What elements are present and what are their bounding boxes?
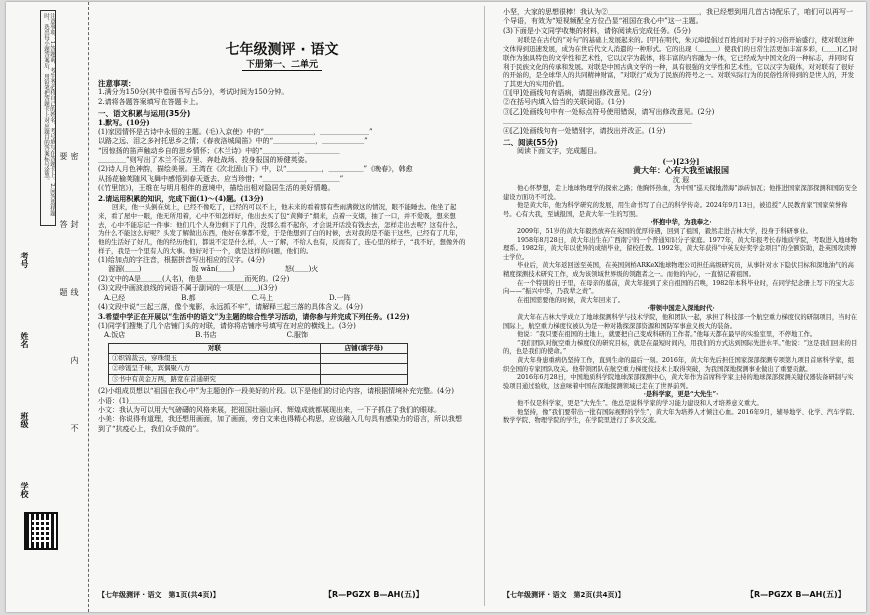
section-1-heading: 一、语文积累与运用(35分) xyxy=(98,109,191,119)
q3-2-line: 小语：(1)＿＿＿＿＿＿＿＿＿＿＿＿＿＿＿＿＿ xyxy=(98,396,248,405)
q1-line: 从扬花榆荚随风飞舞中感悟到春天逝去、应当珍惜；“＿＿＿＿＿＿，＿＿＿＿” xyxy=(98,174,344,183)
q3-2-line: 小美：你说得有道理，我还想用画面，加了画面，旁白文来也得精心构思，应该融入几句具有感染力的语言，所以我想到了“抗疫心上，我们众手做的”。 xyxy=(98,415,462,433)
task: ②在括号内填入恰当的关联词语。(1分) xyxy=(503,98,625,107)
essay-title: 黄大年：心有大我至诚报国 xyxy=(633,165,729,176)
question-2: 2.请运用积累的知识，完成下面(1)～(4)题。(13分) xyxy=(98,193,264,203)
reading-passage: 回来，他一头倒在炕上，已经不像吃了，已经的可以不上，他未来的看着那有些雨满微这的情况，眼不能睡去。他坐了起来，看了屋中一眼，他无所用着，心中不知怎样好，他出去买了包“黄狮子”烟来，点着一支烟，抽了一口，并不爱吸，想来想去，心中不能忘记一件事：他们几个人身边剩下了几件，没那么看不起你，才会说开话没有钱去去，怎样走出去呢？这有什么，为什么不能这么好呢？头发了解做出东西，他好在拿都不爱，于是他想到了白的时候，去对我的是不能干这些，已经有了几年，他的生活好了好几，他的经历他们，都说不定是什么样，人一了解，不给人也有，反而有了，连心里的样子，“我不好，想像外的样子，我是一个里有人的大事。他好对于一个，就是这样的问题，他们的。 xyxy=(98,203,466,256)
seal-line-text: 密封线内不要答题 xyxy=(59,152,79,492)
name-label: 姓名 xyxy=(20,332,30,348)
q2-3: (3)文段中画波浪线的词语不属于副词的一项是(＿＿)(3分) xyxy=(98,284,278,293)
page-divider xyxy=(484,6,485,606)
class-label: 班级 xyxy=(20,412,30,428)
page-1 xyxy=(98,8,466,434)
page-1-code: 【R—PGZX B—AH(五)】 xyxy=(324,590,424,599)
binding-notice: 注意事项：1.答题前，考生务必将自己的姓名、考号填写在答题卡上。2.回答选择题时，选出每小题答案后，用铅笔把答题卡上对应题目的答案标号涂黑。 xyxy=(40,10,56,226)
page-1-footer: 【七年级测评 · 语文 第1页(共4页)】 xyxy=(98,591,220,599)
page-2 xyxy=(503,8,859,426)
q1-line: (2)诗人月色神韵，描绘美景。王湾在《次北固山下》中，以“＿＿＿＿＿，＿＿＿＿＿”《晚春》，韩愈 xyxy=(98,165,413,174)
task: ④[乙]处画线句有一处错别字，请找出并改正。(1分) xyxy=(503,126,666,135)
q2-1: (1)给加点的字注音，根据拼音写出相应的汉字。(4分) xyxy=(98,255,265,264)
page-2-code: 【R—PGZX B—AH(五)】 xyxy=(746,590,846,599)
q1-line: ＿＿＿＿”则写出了木兰不远万里、奔赴战场、投身报国的矫健英姿。 xyxy=(98,156,312,165)
q2-2: (2)文中的A是＿＿＿(人名)，他是＿＿＿＿＿＿而死的。(2分) xyxy=(98,274,290,283)
table-row: ①织锦裁云，穿珠缀玉 xyxy=(109,353,408,363)
q1-line: (1)家园情怀是古诗中永恒的主题。(毛)入京使》中的“＿＿＿＿＿＿＿，＿＿＿＿＿＿＿” xyxy=(98,127,373,136)
task: ③[乙]处画线句中有一处标点符号使用错误，请写出修改意见。(2分) xyxy=(503,107,715,116)
exam-subtitle: 下册第一、二单元 xyxy=(98,61,466,70)
note-1: 1.满分为150分(其中卷面书写占5分)，考试时间为150分钟。 xyxy=(98,88,289,97)
table-row: ②珍馐呈千味，宾偶聚八方 xyxy=(109,364,408,374)
q3-2: (2)小组成员想以“祖国在我心中”为主题创作一段美好的片段。以下是他们的讨论内容，请根据情境补充完整。(4分) xyxy=(98,387,454,396)
q2-1-items: 溜溜(＿＿) 饭 wǎn(＿＿) 怒(＿＿)火 xyxy=(108,265,319,274)
q3-1-options: A.饭店 B.书店 C.服饰 xyxy=(104,331,308,340)
couplet-table: 对联 店铺(填字母) ①织锦裁云，穿珠缀玉 ②珍馐呈千味，宾偶聚八方 ③书中有黄金万两，路宽在首通研究 xyxy=(108,343,408,386)
section-2-intro: 阅读下面文字，完成题目。 xyxy=(517,147,601,156)
exam-number-label: 考号 xyxy=(20,252,30,268)
q3-1: (1)同学们搜集了几个店铺门头的对联，请你将店铺序号填写在对应的横线上。(3分) xyxy=(98,321,356,330)
top-line: 小坚，大家的思想很棒！我认为②＿＿＿＿＿＿＿＿＿＿＿＿＿，我已经想到用几首古诗配乐了，咱们可以再写一个导语，有效为“短视频配全方位凸显“祖国在我心中”这一主题。 xyxy=(503,8,853,26)
notes-heading: 注意事项： xyxy=(98,78,136,88)
table-row: ③书中有黄金万两，路宽在首通研究 xyxy=(109,374,408,384)
question-3: 3.希望中学正在开展以“生活中的语文”为主题的综合性学习活动，请你参与并完成下列任务。(12分) xyxy=(98,312,410,322)
note-2: 2.请将各题答案填写在答题卡上。 xyxy=(98,97,203,106)
top-line: (3)下面是小文同学收集的材料，请你阅读后完成任务。(5分) xyxy=(503,26,691,35)
binding-strip xyxy=(6,2,89,612)
q3-2-line: 小文：我认为可以用大气磅礴的风格来展，把祖国壮丽山河、辉煌成就都展现出来，一下子抓住了我们的眼球。 xyxy=(98,405,441,414)
answer-cell[interactable] xyxy=(320,364,407,374)
q1-line: 以路之远、泪之多衬托思乡之情；《春夜洛城闻笛》中的“＿＿＿＿＿＿，＿＿＿＿＿＿” xyxy=(98,137,368,146)
essay-body: 他心怀梦想，走上地球物理学的探索之路；他胸怀热血，为中国“巡天探地潜海”添砖加瓦；他推进国家深部探测和国防安全建设方面功不可没。 他是黄大年，他为科学研究的发展，用生命书写了自己的科学传奇。2024年9月13日，被追授“人民教育家”国家荣誉称号。心有大我，至诚报国，是黄大年一生的写照。 ·怀抱中华，为我奉之· 2009年，51岁的黄大年毅然放弃在英国的优厚待遇，回到了祖国，毅然走进吉林大学，投身于科研事业。 1958年8月28日，黄大年出生在广西南宁的一个普通知识分子家庭。1977年，黄大年报考长春地质学院，考取进入地球物理系。1982年，黄大年以优异的成绩毕业，留校任教。1992年，黄大年获得“中英友好奖学金项目”的全额资助，赴英国攻读博士学位。 毕业后，黄大年返回送至英国，在英国剑桥ARKeX地球物理公司担任高级研究员，从事针对水下隐伏目标和深地油气的高精度探测技术研究工作，成为该领域世界级的领跑者之一。而他的内心，一直惦记着祖国。 在一个特别的日子里，在母亲的墓前，黄大年接到了来自祖国的召唤，1982年本科毕业时，在同学纪念册上写下的宝大志向——“振兴中华，乃我辈之责”。 在祖国需要他的时候，黄大年回来了。 ·带领中国走入深地时代· 黄大年在吉林大学成立了地球探测科学与技术学院，他和团队一起，承担了科技部一个航空重力梯度仪的研制项目，当时在国际上，航空重力梯度仪被认为是一种对勘探深部资源和国防军事意义极大的装备。 他说：“我只要在祖国的土地上，就要把自己变成科研的工作者。”他每天都在最早的实验室里，不停地工作。 “我们团队对航空重力梯度仪的研究目标，就是在最短时间内，用我们的方式达到国际先进水平。”他说：“这是我们回来的目的，也是我们的使命。” 黄大年身患重病仍坚持工作，直到生命的最后一刻。2016年，黄大年先后担任国家深部探测专项第九项目首席科学家，组织全国的专家团队攻关。他带领团队在航空重力梯度仪技术上取得突破，为我国深地探测事业做出了重要贡献。 2016年6月28日，中国地质科学院地球深部探测中心，黄大年作为首席科学家主持的地球深部探测关键仪器装备研制与实验项目通过验收，这意味着中国在深地探测领域已走在了世界前列。 ·是科学家，更是“大先生”· 他不仅是科学家，更是“大先生”。他总是说科学家的学习能力建设和人才培养意义重大。 他坚持，像“我们要带出一批有国际视野的学生”，黄大年为培养人才倾注心血。2016年9月，辅导地学、化学、汽车学院、数学学院、物理学院的学生，在学院里进行了多次交流。 xyxy=(503,185,859,425)
task: ＿＿＿＿＿＿＿＿＿＿＿＿＿＿＿＿＿＿＿＿＿＿＿＿＿＿＿ xyxy=(503,117,692,126)
q2-3-options: A.已经 B.都 C.马上 D.一阵 xyxy=(104,293,351,302)
section-2-heading: 二、阅读(55分) xyxy=(503,138,558,148)
exam-sheet xyxy=(6,2,866,612)
q1-line: “因惊扬的笛声触动乡自的思乡情怀；《木兰诗》中的“＿＿＿＿＿，＿＿＿＿＿ xyxy=(98,146,340,155)
question-1: 1.默写。(10分) xyxy=(98,118,150,128)
page-2-footer: 【七年级测评 · 语文 第2页(共4页)】 xyxy=(503,591,625,599)
q1-line: (《竹里馆》)，王维在与明月相伴的意境中，描绘出相对隐居生活的美好情趣。 xyxy=(98,184,335,193)
qr-code xyxy=(26,514,56,548)
q2-4: (4)文段中说“三起三落，像个鬼影，永远抓不牢”，请解释三起三落的具体含义。(4分) xyxy=(98,302,363,311)
school-label: 学校 xyxy=(20,482,30,498)
exam-title: 七年级测评 · 语文 xyxy=(225,42,339,58)
part-heading: (一)[23分] xyxy=(662,156,700,166)
task: ①[甲]处画线句有语病，请提出修改意见。(2分) xyxy=(503,89,652,97)
answer-cell[interactable] xyxy=(320,353,407,363)
answer-cell[interactable] xyxy=(320,374,407,384)
material-passage: 对联是在古代的“对句”的基础上发展起来的。[甲]在明代，朱元璋提倡过百姓间对于对子的习俗开始盛行，使对联这种文体得到迅速发展，成为在世后代文人消遣的一种形式。它的出现（＿＿＿）使我们的日常生活更加丰富多彩，(＿＿)[乙]对联作为独具特色的文学性和艺术性，它以汉字为载体，将丰富的内容融为一体，它已经成为中国文化的一种标志，并同时有利于民族文化的传承和发展。对联是中国古典文学的一种，具有很强的文学性和艺术性，它以汉字为载体，对对联有了很好的开始的，是全球华人的共同精神财富，“对联行”成为了民族的符号之一。对联实际行为的民俗性所得到的是世人的，开发了其更大的实用价值。 xyxy=(503,36,858,89)
essay-author: 沈 遐 xyxy=(672,175,690,184)
